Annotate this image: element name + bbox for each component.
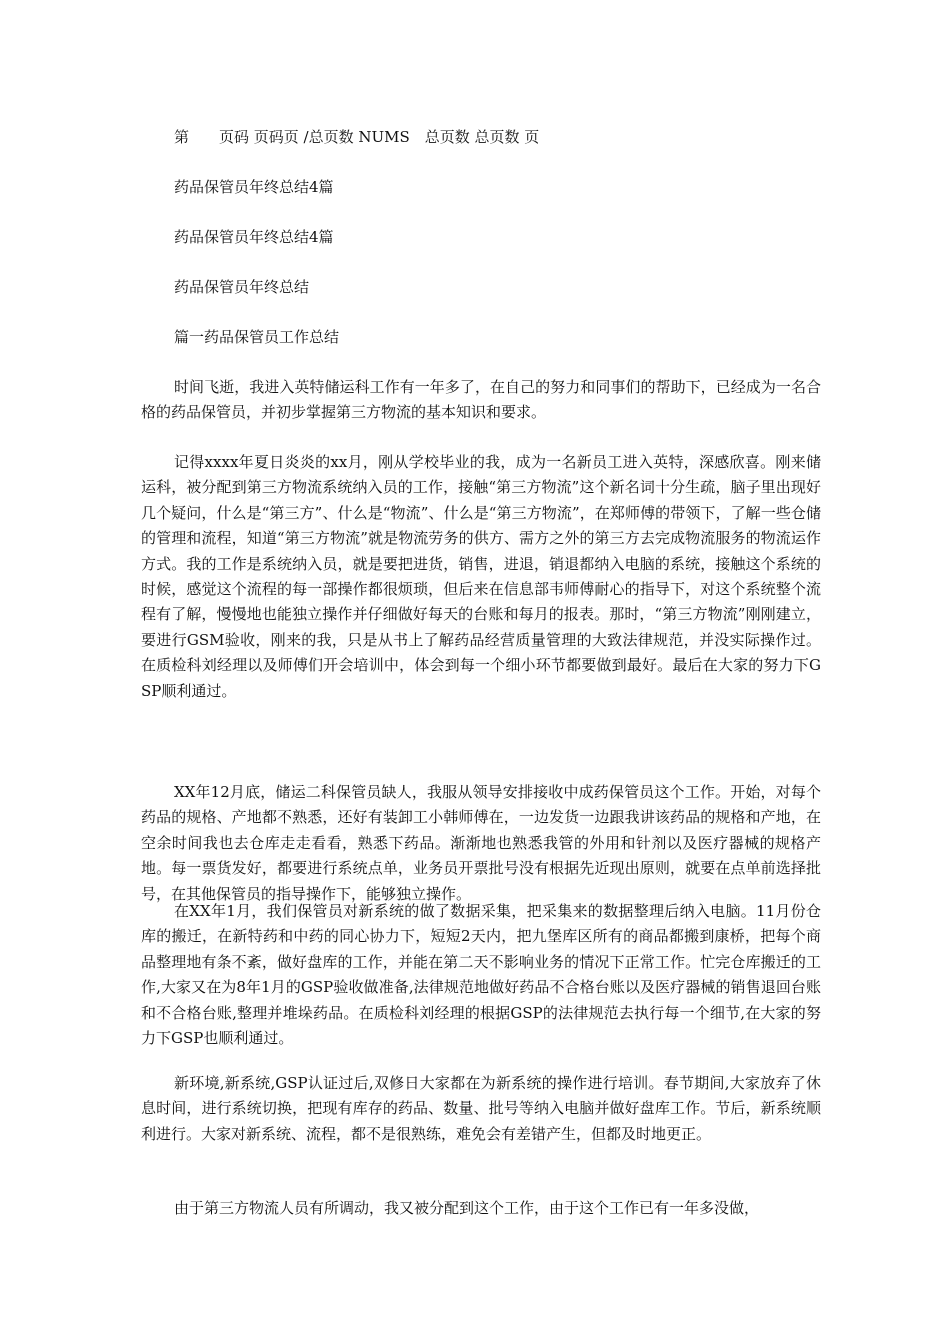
main-title-2: 药品保管员年终总结4篇 — [174, 228, 334, 246]
document-subtitle: 药品保管员年终总结 — [174, 278, 310, 296]
paragraph-6: 由于第三方物流人员有所调动，我又被分配到这个工作，由于这个工作已有一年多没做， — [174, 1199, 760, 1217]
paragraph-3: XX年12月底，储运二科保管员缺人，我服从领导安排接收中成药保管员这个工作。开始，对每个药品的规格、产地都不熟悉，还好有装卸工小韩师傅在，一边发货一边跟我讲该药品的规格和产地，在空余时间我也去仓库走走看看，熟悉下药品。渐渐地也熟悉我管的外用和针剂以及医疗器械的规格产地。每一票货发好，都要进行系统点单，业务员开票批号没有根据先近现出原则，就要在点单前选择批号，在其他保管员的指导操作下，能够独立操作。 — [141, 783, 821, 903]
section-title: 篇一药品保管员工作总结 — [174, 328, 340, 346]
paragraph-4: 在XX年1月，我们保管员对新系统的做了数据采集，把采集来的数据整理后纳入电脑。11月份仓库的搬迁，在新特药和中药的同心协力下，短短2天内，把九堡库区所有的商品都搬到康桥，把每个商品整理地有条不紊，做好盘库的工作，并能在第二天不影响业务的情况下正常工作。忙完仓库搬迁的工作,大家又在为8年1月的GSP验收做准备,法律规范地做好药品不合格台账以及医疗器械的销售退回台账和不合格台账,整理并堆垛药品。在质检科刘经理的根据GSP的法律规范去执行每一个细节,在大家的努力下GSP也顺利通过。 — [141, 902, 821, 1048]
page-number-header: 第 页码 页码页 /总页数 NUMS 总页数 总页数 页 — [174, 128, 540, 146]
main-title-1: 药品保管员年终总结4篇 — [174, 178, 334, 196]
paragraph-2: 记得xxxx年夏日炎炎的xx月，刚从学校毕业的我，成为一名新员工进入英特，深感欣喜。刚来储运科，被分配到第三方物流系统纳入员的工作，接触“第三方物流”这个新名词十分生疏，脑子里出现好几个疑问，什么是“第三方”、什么是“物流”、什么是“第三方物流”，在郑师傅的带领下，了解一些仓储的管理和流程，知道“第三方物流”就是物流劳务的供方、需方之外的第三方去完成物流服务的物流运作方式。我的工作是系统纳入员，就是要把进货，销售，进退，销退都纳入电脑的系统，接触这个系统的时候，感觉这个流程的每一部操作都很烦琐，但后来在信息部韦师傅耐心的指导下，对这个系统整个流程有了解，慢慢地也能独立操作并仔细做好每天的台账和每月的报表。那时，“第三方物流”刚刚建立，要进行GSM验收，刚来的我，只是从书上了解药品经营质量管理的大致法律规范，并没实际操作过。在质检科刘经理以及师傅们开会培训中，体会到每一个细小环节都要做到最好。最后在大家的努力下GSP顺利通过。 — [141, 453, 821, 700]
paragraph-5: 新环境,新系统,GSP认证过后,双修日大家都在为新系统的操作进行培训。春节期间,大家放弃了休息时间，进行系统切换，把现有库存的药品、数量、批号等纳入电脑并做好盘库工作。节后，新系统顺利进行。大家对新系统、流程，都不是很熟练，难免会有差错产生，但都及时地更正。 — [141, 1074, 821, 1143]
paragraph-1: 时间飞逝，我进入英特储运科工作有一年多了，在自己的努力和同事们的帮助下，已经成为一名合格的药品保管员，并初步掌握第三方物流的基本知识和要求。 — [141, 378, 821, 422]
